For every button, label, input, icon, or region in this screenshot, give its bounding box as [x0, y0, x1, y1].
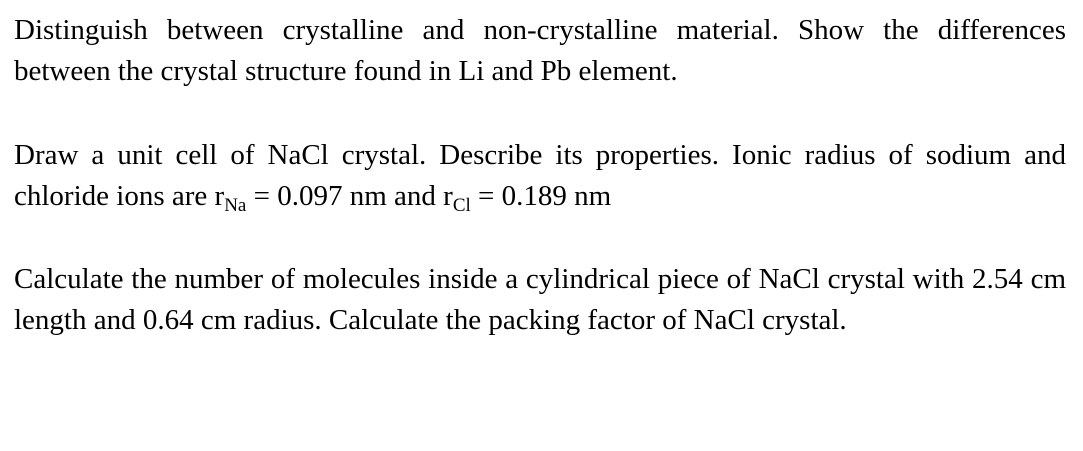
question-2-main-text: Draw a unit cell of NaCl crystal. Describe its properties. Ionic radius of sodium and chloride ions are	[14, 139, 1066, 212]
sodium-radius-symbol: r	[214, 180, 225, 212]
sodium-radius-subscript: Na	[224, 195, 247, 216]
question-3: Calculate the number of molecules inside a cylindrical piece of NaCl crystal with 2.54 cm length and 0.64 cm radius. Calculate the packing factor of NaCl crystal.	[14, 263, 1066, 336]
chloride-radius-value: = 0.189 nm	[470, 180, 612, 212]
question-1: Distinguish between crystalline and non-crystalline material. Show the differences between the crystal structure found in Li and Pb element.	[14, 14, 1066, 87]
question-document	[14, 10, 1066, 341]
sodium-radius-value: = 0.097 nm and	[246, 180, 444, 212]
chloride-radius-subscript: Cl	[452, 195, 471, 216]
question-2	[14, 135, 1066, 217]
chloride-radius-symbol: r	[443, 180, 453, 212]
